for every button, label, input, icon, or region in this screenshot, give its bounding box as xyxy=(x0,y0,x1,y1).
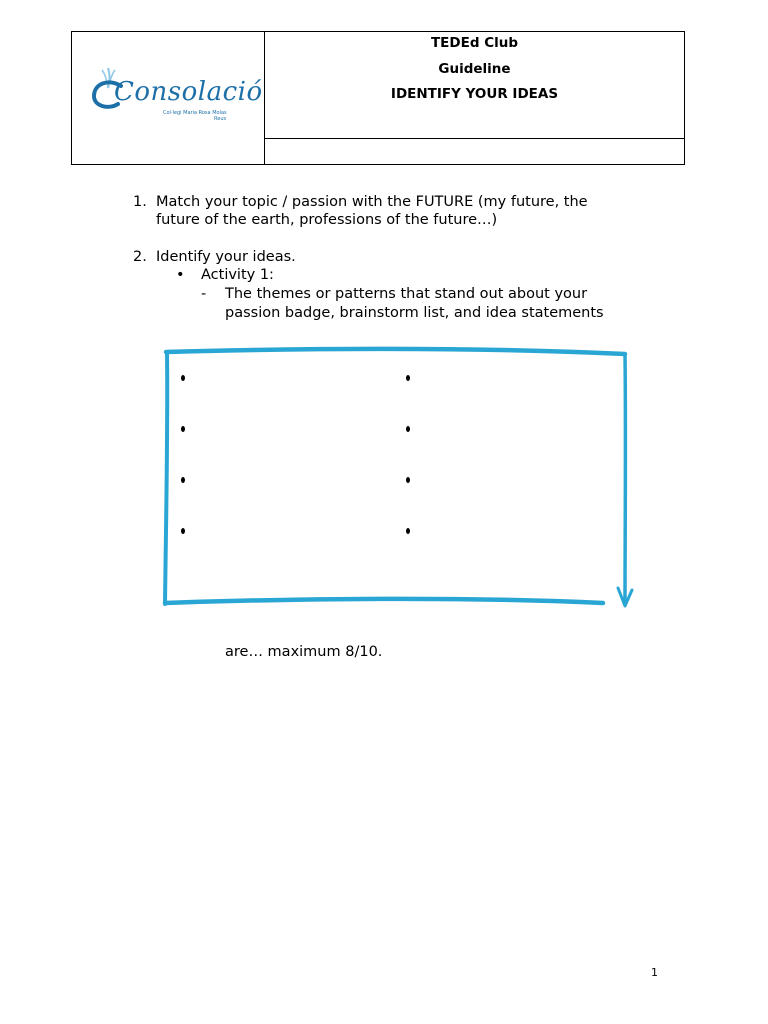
logo-wordmark: Consolació xyxy=(114,77,263,107)
box-bullet-dot xyxy=(181,477,185,483)
logo-subtitle: Col·legi Maria Rosa Molas xyxy=(163,110,227,116)
header-table xyxy=(71,31,685,165)
logo-city: Reus xyxy=(214,116,227,122)
detail-line-2: passion badge, brainstorm list, and idea statements xyxy=(225,305,604,321)
logo-cell xyxy=(72,32,265,164)
closing-text: are… maximum 8/10. xyxy=(225,644,383,660)
step-2-number: 2. xyxy=(133,249,147,265)
step-1-number: 1. xyxy=(133,194,147,210)
detail-line-1: The themes or patterns that stand out about your xyxy=(225,286,588,302)
title-cell xyxy=(265,32,684,139)
detail-dash: - xyxy=(201,286,207,302)
page-number: 1 xyxy=(651,966,658,979)
box-bottom-edge xyxy=(165,599,603,603)
box-bullet-dot xyxy=(406,477,410,483)
box-bullet-dot xyxy=(406,426,410,432)
box-bullet-dot xyxy=(181,426,185,432)
doc-type: Guideline xyxy=(438,60,511,77)
step-2-text: Identify your ideas. xyxy=(156,249,296,265)
activity-bullet: • xyxy=(176,267,185,283)
box-top-edge xyxy=(166,349,625,354)
club-title: TEDEd Club xyxy=(430,35,519,51)
box-bullet-dot xyxy=(181,375,185,381)
activity-label: Activity 1: xyxy=(201,267,274,283)
box-bullet-dot xyxy=(181,528,185,534)
ideas-box xyxy=(155,340,645,625)
box-left-edge xyxy=(165,352,167,604)
step-1-line-1: Match your topic / passion with the FUTURE (my future, the xyxy=(156,194,588,210)
doc-topic: IDENTIFY YOUR IDEAS xyxy=(390,86,559,102)
box-bullet-dot xyxy=(406,528,410,534)
box-bullet-dot xyxy=(406,375,410,381)
step-1-line-2: future of the earth, professions of the future…) xyxy=(156,212,498,228)
